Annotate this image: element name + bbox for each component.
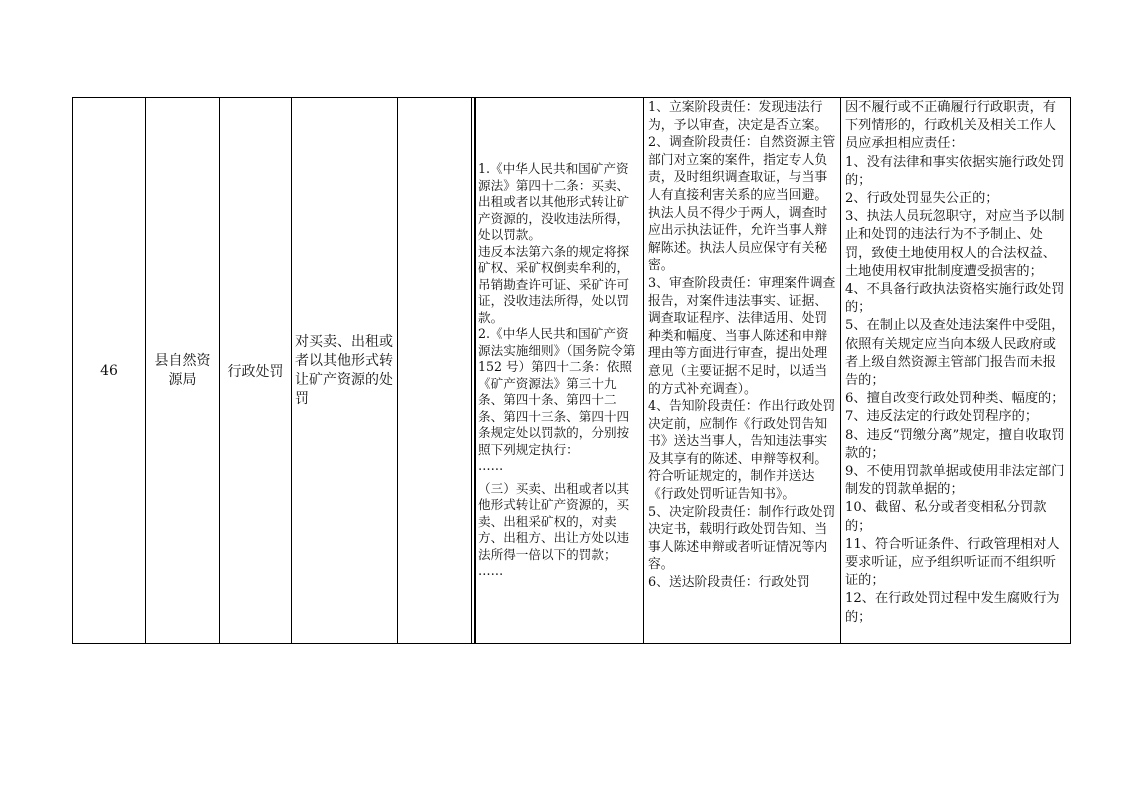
responsibility-item: 4、告知阶段责任：作出行政处罚决定前，应制作《行政处罚告知书》送达当事人，告知违法事实及其享有的陈述、申辩等权利。符合听证规定的，制作并送达《行政处罚听证告知书》。 <box>648 399 836 503</box>
responsibility-text <box>644 98 840 643</box>
legal-basis-paragraph: …… <box>478 563 504 579</box>
item-name-cell <box>292 98 398 644</box>
accountability-item: 9、不使用罚款单据或使用非法定部门制发的罚款单据的； <box>845 464 1065 498</box>
accountability-item: 5、在制止以及查处违法案件中受阻，依照有关规定应当向本级人民政府或者上级自然资源主管部门报告而未报告的； <box>845 318 1065 389</box>
accountability-item: 3、执法人员玩忽职守，对应当予以制止和处罚的违法行为不予制止、处罚，致使土地使用权人的合法权益、土地使用权审批制度遭受损害的； <box>845 209 1065 279</box>
legal-basis-paragraph: 违反本法第六条的规定将探矿权、采矿权倒卖牟利的，吊销勘查许可证、采矿许可证，没收违法所得，处以罚款。 <box>478 243 630 325</box>
accountability-cell <box>841 98 1071 644</box>
accountability-text <box>841 98 1070 643</box>
legal-basis-paragraph: …… <box>478 458 504 474</box>
row-number: 46 <box>100 362 118 379</box>
department-name: 县自然资源局 <box>154 352 211 388</box>
accountability-item: 12、在行政处罚过程中发生腐败行为的； <box>845 591 1060 625</box>
legal-basis-box <box>475 98 641 643</box>
row-number-cell <box>73 98 146 644</box>
power-type: 行政处罚 <box>227 363 284 380</box>
item-name: 对买卖、出租或者以其他形式转让矿产资源的处罚 <box>295 333 393 407</box>
responsibility-item: 6、送达阶段责任：行政处罚 <box>648 575 810 591</box>
empty-cell <box>398 98 472 644</box>
accountability-item: 7、违反法定的行政处罚程序的； <box>845 409 1039 425</box>
table-row <box>73 98 1071 644</box>
accountability-item: 4、不具备行政执法资格实施行政处罚的； <box>845 282 1065 316</box>
responsibility-item: 1、立案阶段责任：发现违法行为，予以审查，决定是否立案。 <box>648 100 828 133</box>
legal-basis-paragraph: 1.《中华人民共和国矿产资源法》第四十二条：买卖、出租或者以其他形式转让矿产资源的，没收违法所得，处以罚款。 <box>478 161 630 243</box>
accountability-item: 2、行政处罚显失公正的； <box>845 191 999 207</box>
department-cell <box>146 98 220 644</box>
responsibility-item: 2、调查阶段责任：自然资源主管部门对立案的案件，指定专人负责，及时组织调查取证，与当事人有直接利害关系的应当回避。执法人员不得少于两人，调查时应出示执法证件，允许当事人辩解陈述。执法人员应保守有关秘密。 <box>648 135 836 274</box>
accountability-item: 6、擅自改变行政处罚种类、幅度的； <box>845 391 1065 407</box>
accountability-item: 10、截留、私分或者变相私分罚款的； <box>845 500 1047 534</box>
power-list-table <box>72 97 1071 644</box>
legal-basis-cell <box>475 98 644 644</box>
legal-basis-paragraph: 2.《中华人民共和国矿产资源法实施细则》（国务院令第152 号）第四十二条：依照《矿产资源法》第三十九条、第四十条、第四十二条、第四十三条、第四十四条规定处以罚款的，分别按照下列规定执行： <box>478 326 636 457</box>
accountability-item: 11、符合听证条件、行政管理相对人要求听证，应予组织听证而不组织听证的； <box>845 536 1060 589</box>
responsibility-item: 5、决定阶段责任：制作行政处罚决定书，载明行政处罚告知、当事人陈述申辩或者听证情况等内容。 <box>648 504 836 573</box>
power-type-cell <box>220 98 292 644</box>
responsibility-item: 3、审查阶段责任：审理案件调查报告，对案件违法事实、证据、调查取证程序、法律适用、处罚种类和幅度、当事人陈述和申辩理由等方面进行审查，提出处理意见（主要证据不足时，以适当的方式补充调查）。 <box>648 275 836 397</box>
legal-basis-paragraph: （三）买卖、出租或者以其他形式转让矿产资源的，买卖、出租采矿权的，对卖方、出租方、出让方处以违法所得一倍以下的罚款； <box>478 480 630 562</box>
accountability-item: 1、没有法律和事实依据实施行政处罚的； <box>845 154 1065 188</box>
accountability-item: 8、违反“罚缴分离”规定，擅自收取罚款的； <box>845 427 1065 461</box>
responsibility-cell <box>644 98 841 644</box>
accountability-item: 因不履行或不正确履行行政职责，有下列情形的，行政机关及相关工作人员应承担相应责任： <box>845 100 1056 152</box>
